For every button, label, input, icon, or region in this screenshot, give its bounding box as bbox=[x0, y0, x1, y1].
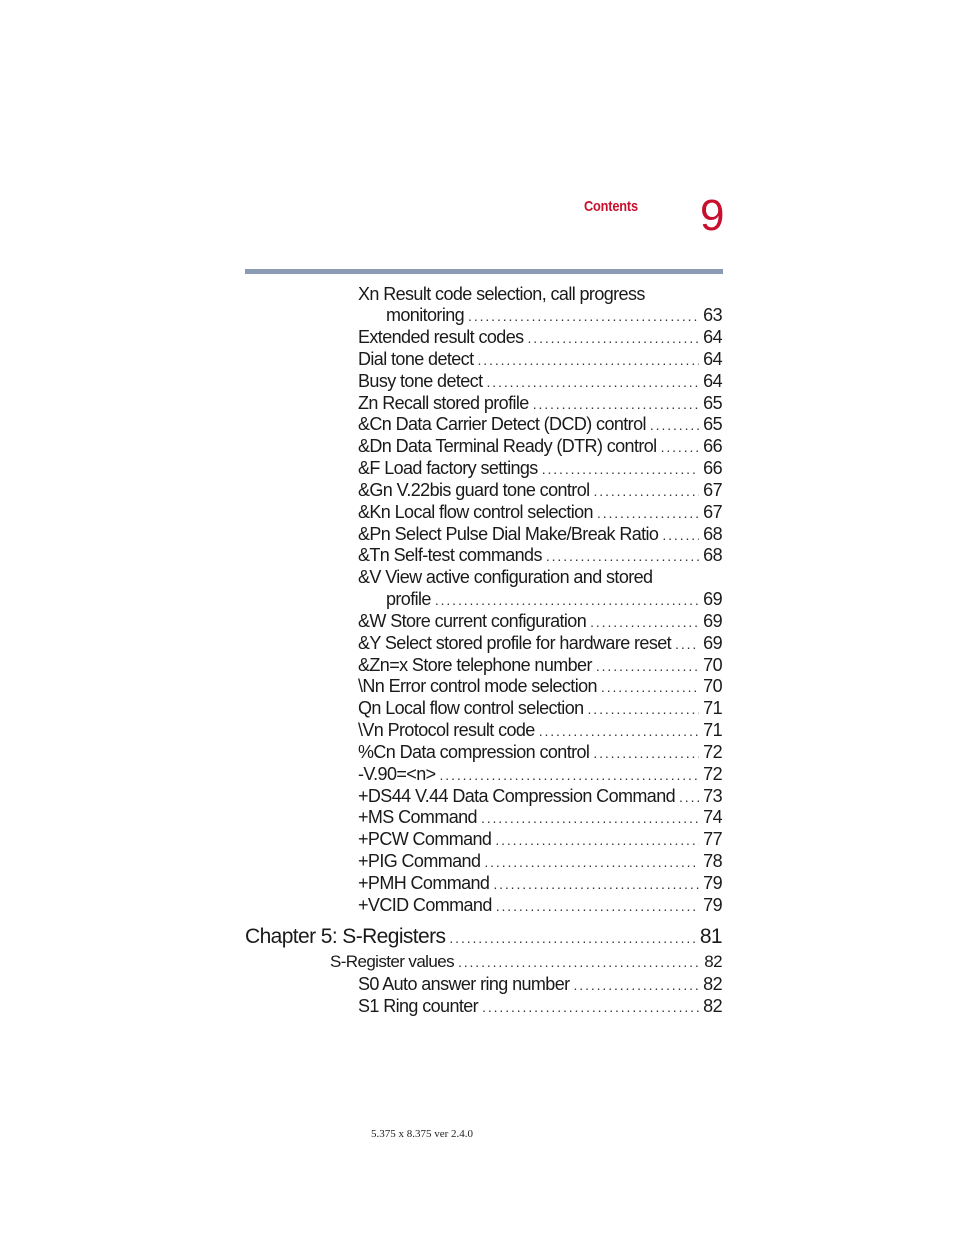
toc-entry-title: +VCID Command bbox=[358, 895, 492, 915]
toc-entry-page: 68 bbox=[703, 524, 722, 544]
toc-entry[interactable] bbox=[358, 894, 722, 917]
toc-entry-page: 63 bbox=[703, 305, 722, 325]
dot-leader bbox=[528, 327, 700, 349]
dot-leader bbox=[481, 807, 699, 829]
toc-entry-title: +DS44 V.44 Data Compression Command bbox=[358, 786, 676, 806]
toc-entry-first-line[interactable]: &V View active configuration and stored bbox=[358, 567, 653, 587]
toc-entry-title: %Cn Data compression control bbox=[358, 742, 590, 762]
toc-entry-title: -V.90=<n> bbox=[358, 764, 436, 784]
toc-entry-title: Dial tone detect bbox=[358, 349, 474, 369]
toc-chapter-entry[interactable] bbox=[245, 924, 722, 951]
toc-entry[interactable] bbox=[358, 675, 722, 698]
toc-entry-title: &Kn Local flow control selection bbox=[358, 502, 593, 522]
dot-leader bbox=[546, 545, 699, 567]
toc-entry-page: 66 bbox=[703, 436, 722, 456]
toc-entry[interactable] bbox=[358, 413, 722, 436]
toc-entry[interactable] bbox=[358, 995, 722, 1018]
toc-entry[interactable] bbox=[358, 719, 722, 742]
toc-entry[interactable] bbox=[358, 872, 722, 895]
toc-entry-page: 82 bbox=[703, 974, 722, 994]
toc-entry[interactable] bbox=[358, 435, 722, 458]
toc-entry[interactable] bbox=[358, 697, 722, 720]
dot-leader bbox=[449, 925, 695, 951]
toc-entry-page: 77 bbox=[703, 829, 722, 849]
toc-entry[interactable] bbox=[358, 348, 722, 371]
dot-leader bbox=[482, 996, 699, 1018]
dot-leader bbox=[597, 502, 699, 524]
dot-leader bbox=[679, 786, 699, 808]
dot-leader bbox=[650, 414, 699, 436]
toc-entry-title: Zn Recall stored profile bbox=[358, 393, 529, 413]
dot-leader bbox=[661, 436, 700, 458]
toc-entry[interactable] bbox=[358, 501, 722, 524]
dot-leader bbox=[493, 873, 699, 895]
toc-entry-page: 74 bbox=[703, 807, 722, 827]
toc-entry[interactable] bbox=[358, 326, 722, 349]
toc-entry-title: &Gn V.22bis guard tone control bbox=[358, 480, 590, 500]
toc-entry-page: 79 bbox=[703, 895, 722, 915]
toc-entry-page: 72 bbox=[703, 764, 722, 784]
toc-entry[interactable] bbox=[358, 610, 722, 633]
toc-entry-first-line[interactable]: Xn Result code selection, call progress bbox=[358, 284, 645, 304]
dot-leader bbox=[596, 655, 699, 677]
dot-leader bbox=[593, 742, 699, 764]
toc-entry-page: 69 bbox=[703, 633, 722, 653]
toc-entry[interactable] bbox=[358, 741, 722, 764]
dot-leader bbox=[590, 611, 699, 633]
dot-leader bbox=[662, 524, 699, 546]
toc-entry-page: 82 bbox=[704, 952, 722, 971]
toc-entry-title: monitoring bbox=[386, 305, 465, 325]
dot-leader bbox=[495, 829, 699, 851]
toc-entry-title: S0 Auto answer ring number bbox=[358, 974, 570, 994]
page-number: 9 bbox=[700, 191, 725, 240]
dot-leader bbox=[588, 698, 700, 720]
toc-entry-page: 72 bbox=[703, 742, 722, 762]
toc-entry[interactable] bbox=[358, 763, 722, 786]
running-head: Contents bbox=[584, 198, 638, 215]
toc-entry-title: &Y Select stored profile for hardware reset bbox=[358, 633, 672, 653]
toc-entry[interactable] bbox=[358, 973, 722, 996]
toc-entry-title: S1 Ring counter bbox=[358, 996, 479, 1016]
toc-entry-title: S-Register values bbox=[330, 952, 454, 971]
dot-leader bbox=[440, 764, 700, 786]
toc-entry-page: 71 bbox=[703, 698, 722, 718]
toc-entry-title: &Cn Data Carrier Detect (DCD) control bbox=[358, 414, 646, 434]
toc-entry[interactable] bbox=[358, 457, 722, 480]
toc-entry-page: 69 bbox=[703, 611, 722, 631]
toc-entry[interactable] bbox=[358, 828, 722, 851]
dot-leader bbox=[468, 305, 699, 327]
toc-entry[interactable] bbox=[358, 392, 722, 415]
dot-leader bbox=[533, 393, 699, 415]
toc-entry-title: Qn Local flow control selection bbox=[358, 698, 584, 718]
toc-entry-page: 73 bbox=[703, 786, 722, 806]
toc-entry[interactable] bbox=[358, 479, 722, 502]
toc-entry-title: &Dn Data Terminal Ready (DTR) control bbox=[358, 436, 657, 456]
toc-entry-title: +MS Command bbox=[358, 807, 477, 827]
toc-chapter-page: 81 bbox=[699, 925, 722, 948]
toc-entry[interactable] bbox=[358, 785, 722, 808]
toc-entry-title: &F Load factory settings bbox=[358, 458, 538, 478]
toc-entry-title: \Vn Protocol result code bbox=[358, 720, 535, 740]
toc-entry-title: +PCW Command bbox=[358, 829, 492, 849]
toc-entry-title: &Zn=x Store telephone number bbox=[358, 655, 592, 675]
toc-entry[interactable] bbox=[358, 850, 722, 873]
toc-entry-title: Extended result codes bbox=[358, 327, 524, 347]
toc-entry-page: 65 bbox=[703, 393, 722, 413]
toc-entry-page: 71 bbox=[703, 720, 722, 740]
toc-entry-page: 64 bbox=[703, 349, 722, 369]
dot-leader bbox=[487, 371, 700, 393]
toc-entry-page: 78 bbox=[703, 851, 722, 871]
footer-note: 5.375 x 8.375 ver 2.4.0 bbox=[371, 1128, 474, 1140]
toc-entry-title: +PMH Command bbox=[358, 873, 490, 893]
toc-entry-page: 68 bbox=[703, 545, 722, 565]
toc-entry[interactable] bbox=[358, 523, 722, 546]
toc-entry-page: 66 bbox=[703, 458, 722, 478]
header-rule bbox=[245, 269, 723, 274]
toc-section-entry[interactable] bbox=[330, 951, 722, 973]
toc-entry[interactable] bbox=[358, 806, 722, 829]
toc-entry[interactable] bbox=[386, 304, 722, 327]
toc-entry[interactable] bbox=[358, 370, 722, 393]
toc-entry-page: 70 bbox=[703, 655, 722, 675]
toc-entry-title: &W Store current configuration bbox=[358, 611, 587, 631]
toc-entry-page: 79 bbox=[703, 873, 722, 893]
dot-leader bbox=[496, 895, 699, 917]
dot-leader bbox=[435, 589, 699, 611]
toc-entry-page: 82 bbox=[703, 996, 722, 1016]
dot-leader bbox=[574, 974, 700, 996]
toc-entry-title: profile bbox=[386, 589, 431, 609]
toc-entry[interactable] bbox=[358, 654, 722, 677]
toc-entry-page: 64 bbox=[703, 371, 722, 391]
dot-leader bbox=[601, 676, 699, 698]
toc-entry-title: Busy tone detect bbox=[358, 371, 483, 391]
toc-entry-title: &Pn Select Pulse Dial Make/Break Ratio bbox=[358, 524, 659, 544]
toc-entry-page: 67 bbox=[703, 502, 722, 522]
toc-entry-page: 69 bbox=[703, 589, 722, 609]
dot-leader bbox=[484, 851, 699, 873]
dot-leader bbox=[594, 480, 700, 502]
toc-entry-title: \Nn Error control mode selection bbox=[358, 676, 597, 696]
toc-entry-page: 64 bbox=[703, 327, 722, 347]
toc-entry-title: +PIG Command bbox=[358, 851, 481, 871]
dot-leader bbox=[675, 633, 699, 655]
toc-entry[interactable] bbox=[358, 632, 722, 655]
toc-entry[interactable] bbox=[386, 588, 722, 611]
toc-entry-page: 65 bbox=[703, 414, 722, 434]
toc-entry-title: &Tn Self-test commands bbox=[358, 545, 542, 565]
toc-chapter-title: Chapter 5: S-Registers bbox=[245, 925, 446, 948]
dot-leader bbox=[542, 458, 699, 480]
toc-entry-page: 67 bbox=[703, 480, 722, 500]
toc-entry[interactable] bbox=[358, 544, 722, 567]
dot-leader bbox=[458, 951, 700, 973]
toc-entry-page: 70 bbox=[703, 676, 722, 696]
dot-leader bbox=[477, 349, 699, 371]
dot-leader bbox=[539, 720, 699, 742]
